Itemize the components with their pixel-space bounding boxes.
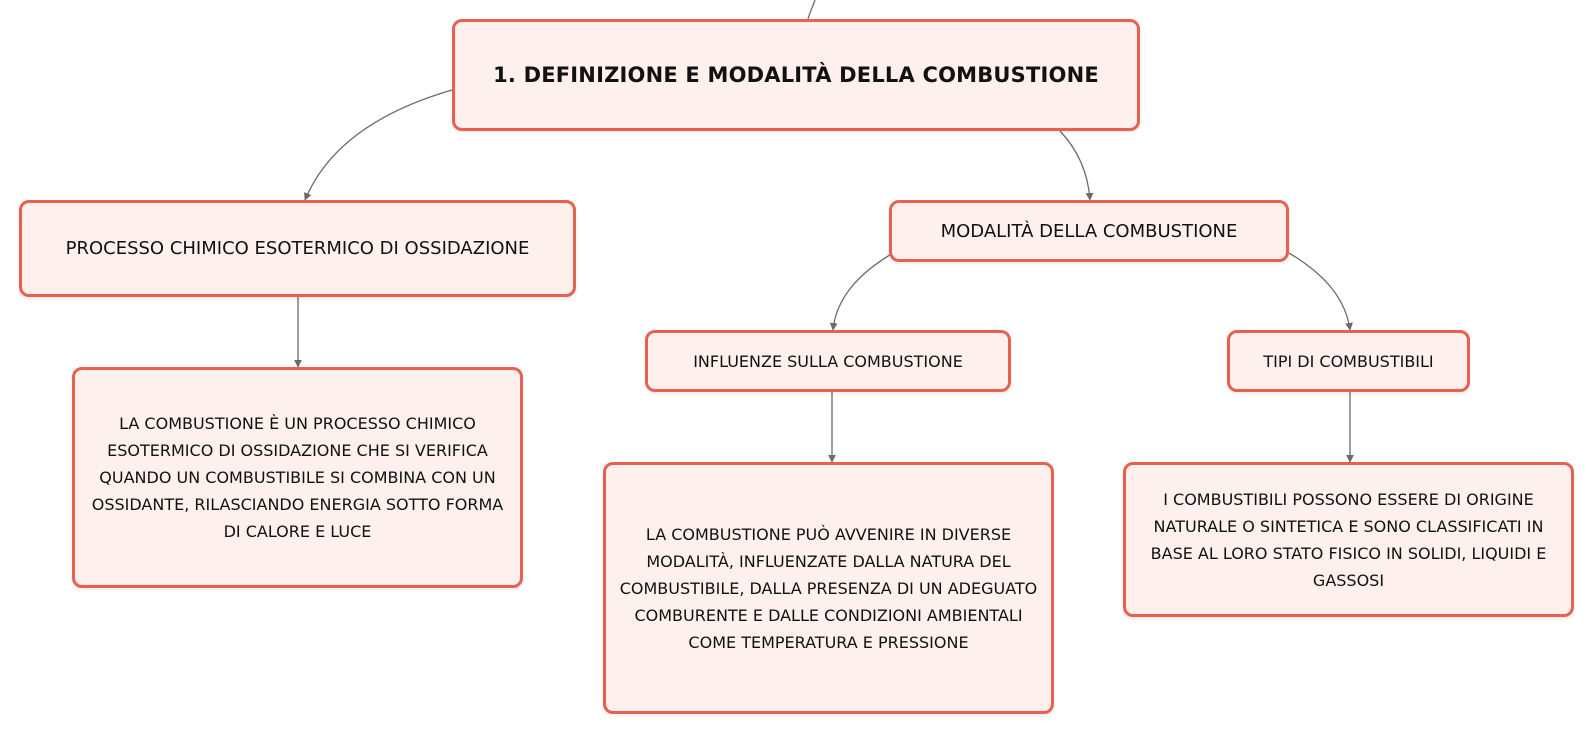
node-combustion-influences[interactable] (645, 330, 1011, 392)
text-line: BASE AL LORO STATO FISICO IN SOLIDI, LIQUIDI E (1150, 543, 1547, 563)
text-line: LA COMBUSTIONE PUÒ AVVENIRE IN DIVERSE (645, 524, 1012, 544)
text-line: MODALITÀ, INFLUENZATE DALLA NATURA DEL (646, 551, 1011, 571)
text-line: COMBUSTIBILE, DALLA PRESENZA DI UN ADEGUATO (619, 578, 1038, 598)
node-fuel-types[interactable] (1227, 330, 1470, 392)
fuel-types-label: TIPI DI COMBUSTIBILI (1263, 351, 1434, 371)
node-fuel-types-text[interactable] (1123, 462, 1574, 617)
node-exothermic-process[interactable] (19, 200, 576, 297)
text-line: LA COMBUSTIONE È UN PROCESSO CHIMICO (119, 414, 476, 433)
text-line: QUANDO UN COMBUSTIBILE SI COMBINA CON UN (99, 468, 496, 487)
node-definition-text[interactable] (72, 367, 523, 588)
text-line: ESOTERMICO DI OSSIDAZIONE CHE SI VERIFICA (107, 441, 488, 460)
connector-root-to-modality (1060, 131, 1090, 200)
text-line: NATURALE O SINTETICA E SONO CLASSIFICATI IN (1153, 516, 1544, 536)
text-line: COMBURENTE E DALLE CONDIZIONI AMBIENTALI (634, 605, 1023, 625)
text-line: OSSIDANTE, RILASCIANDO ENERGIA SOTTO FORMA (91, 495, 504, 514)
combustion-modality-label: MODALITÀ DELLA COMBUSTIONE (940, 220, 1238, 242)
node-influences-text[interactable] (603, 462, 1054, 714)
text-line: COME TEMPERATURA E PRESSIONE (688, 632, 969, 652)
connector-root-to-process (305, 90, 452, 200)
text-line: I COMBUSTIBILI POSSONO ESSERE DI ORIGINE (1163, 489, 1534, 509)
root-topic-label: 1. DEFINIZIONE E MODALITÀ DELLA COMBUSTIONE (493, 63, 1099, 87)
text-line: GASSOSI (1312, 570, 1385, 590)
connector-modality-to-fuel-types (1289, 253, 1350, 330)
connector-incoming-root (808, 0, 815, 19)
combustion-influences-label: INFLUENZE SULLA COMBUSTIONE (693, 351, 963, 371)
influences-text-block (612, 521, 1046, 656)
node-root-topic[interactable] (452, 19, 1140, 131)
exothermic-process-label: PROCESSO CHIMICO ESOTERMICO DI OSSIDAZIONE (65, 238, 530, 259)
node-combustion-modality[interactable] (889, 200, 1289, 262)
connector-modality-to-influences (833, 253, 893, 330)
definition-text-block (84, 410, 511, 545)
text-line: DI CALORE E LUCE (223, 522, 372, 541)
fuel-types-text-block (1143, 486, 1555, 594)
